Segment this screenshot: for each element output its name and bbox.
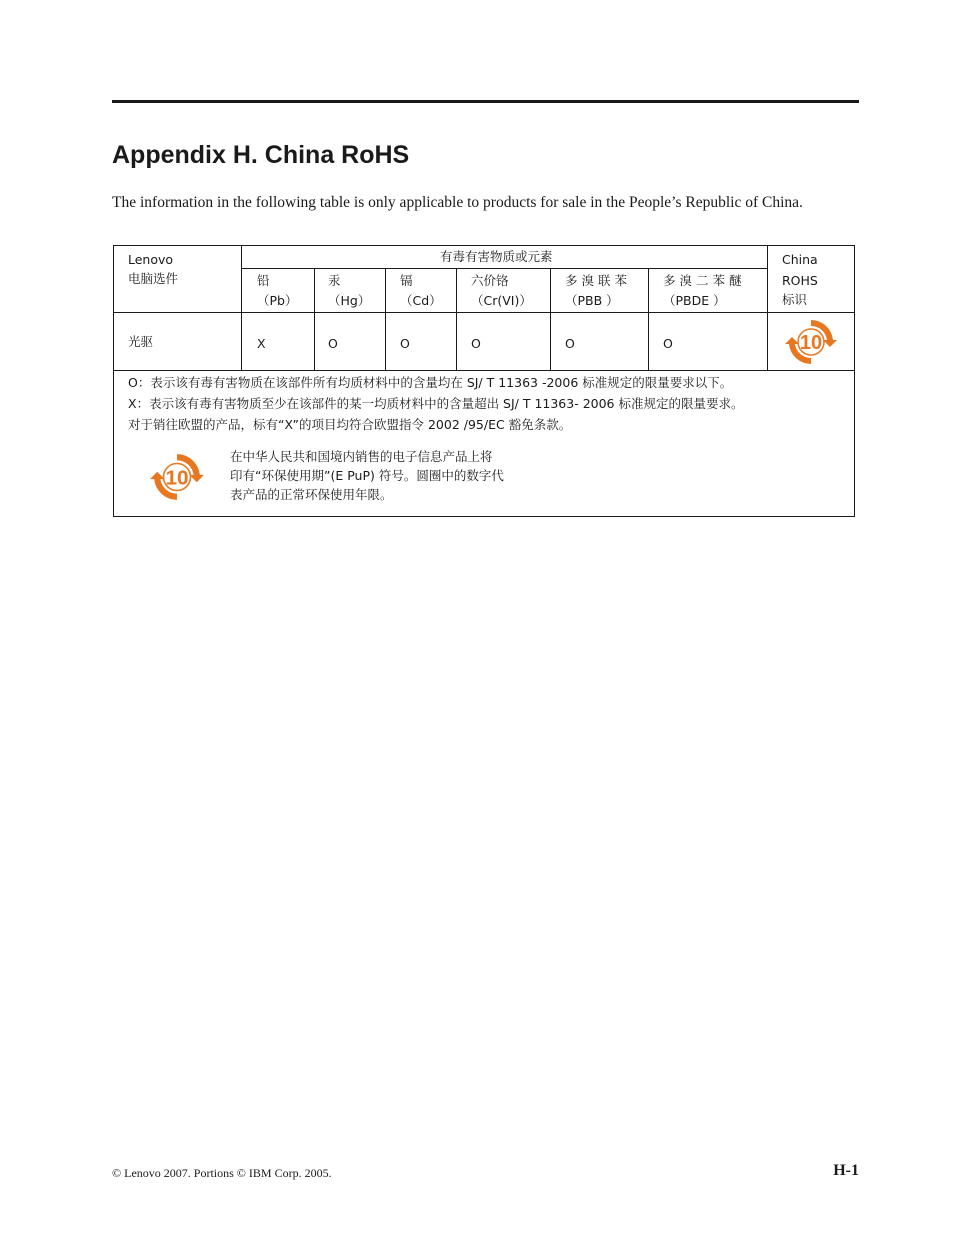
grid-line bbox=[114, 370, 854, 371]
grid-line bbox=[767, 246, 768, 370]
rohs-table bbox=[113, 245, 855, 517]
substance-symbol: （Hg） bbox=[328, 293, 371, 308]
grid-line bbox=[314, 268, 315, 370]
cell-value: O bbox=[565, 336, 575, 351]
substance-symbol: （PBDE ） bbox=[663, 293, 726, 308]
cell-value: O bbox=[400, 336, 410, 351]
col-header-china: China bbox=[782, 252, 818, 267]
substance-symbol: （Pb） bbox=[257, 293, 298, 308]
note-line: X：表示该有毒有害物质至少在该部件的某一均质材料中的含量超出 SJ/ T 11363- 2006 标准规定的限量要求。 bbox=[128, 396, 744, 411]
row-label: 光驱 bbox=[128, 334, 154, 349]
note-line: O：表示该有毒有害物质在该部件所有均质材料中的含量均在 SJ/ T 11363 -2006 标准规定的限量要求以下。 bbox=[128, 375, 733, 390]
epup-line: 表产品的正常环保使用年限。 bbox=[230, 487, 393, 502]
top-rule bbox=[112, 100, 859, 103]
group-header: 有毒有害物质或元素 bbox=[440, 249, 553, 264]
epup-line: 在中华人民共和国境内销售的电子信息产品上将 bbox=[230, 449, 493, 464]
logo-number: 10 bbox=[799, 332, 823, 354]
grid-line bbox=[241, 246, 242, 370]
substance-name: 六价铬 bbox=[471, 273, 509, 288]
epup-10-icon bbox=[150, 450, 204, 504]
epup-10-icon bbox=[785, 316, 837, 368]
grid-line bbox=[550, 268, 551, 370]
substance-name: 铅 bbox=[257, 273, 270, 288]
col-header-mark: 标识 bbox=[782, 292, 808, 307]
grid-line bbox=[648, 268, 649, 370]
cell-value: O bbox=[663, 336, 673, 351]
col-header-option: 电脑选件 bbox=[128, 271, 179, 286]
note-line: 对于销往欧盟的产品，标有“X”的项目均符合欧盟指令 2002 /95/EC 豁免条款。 bbox=[128, 417, 572, 432]
cell-value: X bbox=[257, 336, 266, 351]
substance-name: 多溴联苯 bbox=[565, 273, 632, 288]
substance-name: 多溴二苯醚 bbox=[663, 273, 746, 288]
footer-page-number: H-1 bbox=[833, 1162, 859, 1179]
grid-line bbox=[456, 268, 457, 370]
grid-line bbox=[385, 268, 386, 370]
col-header-lenovo: Lenovo bbox=[128, 252, 174, 267]
cell-value: O bbox=[471, 336, 481, 351]
cell-value: O bbox=[328, 336, 338, 351]
epup-line: 印有“环保使用期”(E PuP) 符号。圆圈中的数字代 bbox=[230, 468, 504, 483]
grid-line bbox=[242, 268, 768, 269]
col-header-rohs: ROHS bbox=[782, 273, 818, 288]
intro-paragraph: The information in the following table is only applicable to products for sale in the People’s Republic of China. bbox=[112, 194, 803, 211]
substance-symbol: （PBB ） bbox=[565, 293, 619, 308]
substance-symbol: （Cd） bbox=[400, 293, 442, 308]
footer-copyright: © Lenovo 2007. Portions © IBM Corp. 2005. bbox=[112, 1166, 332, 1180]
substance-name: 汞 bbox=[328, 273, 341, 288]
substance-name: 镉 bbox=[400, 273, 413, 288]
logo-number: 10 bbox=[165, 466, 189, 490]
grid-line bbox=[114, 312, 854, 313]
page-title: Appendix H. China RoHS bbox=[112, 141, 410, 169]
substance-symbol: （Cr(VI)） bbox=[471, 293, 532, 308]
